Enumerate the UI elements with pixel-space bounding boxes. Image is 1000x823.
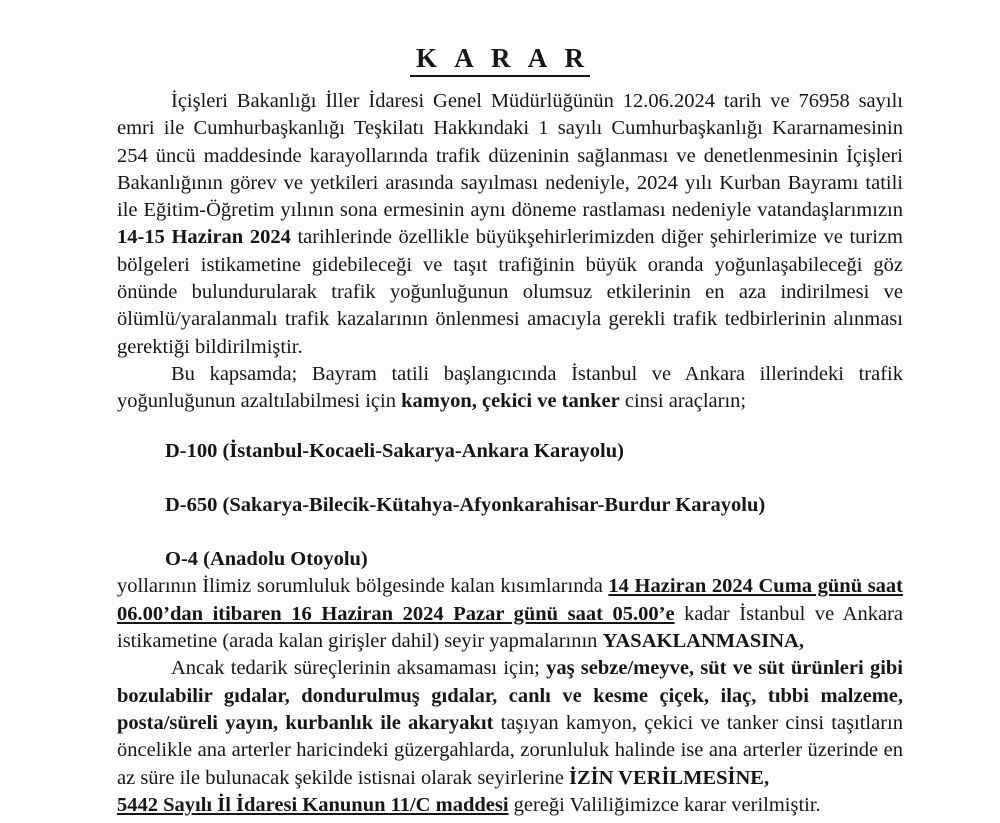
paragraph-4-segment-2: taşıyan kamyon, çekici ve tanker cinsi taşıtların öncelikle ana arterler haricindeki güzergahlarda, zorunluluk halinde ise ana arterler üzerinde en az süre ile bulunacak şekilde istisnai olarak seyirlerine: [117, 711, 903, 789]
paragraph-1-bold-date: 14-15 Haziran 2024: [117, 226, 291, 249]
paragraph-4: [117, 655, 903, 791]
page-title: K A R A R: [410, 44, 590, 77]
document-body: [117, 88, 903, 819]
paragraph-3-segment-2: kadar İstanbul ve Ankara istikametine (arada kalan girişler dahil) seyir yapmalarının: [117, 602, 904, 653]
paragraph-5-underlined-legal-basis: 5442 Sayılı İl İdaresi Kanunun 11/C maddesi: [117, 793, 509, 816]
title-container: [0, 0, 1000, 95]
paragraph-3: [117, 573, 903, 655]
paragraph-2-segment-1: Bu kapsamda; Bayram tatili başlangıcında İstanbul ve Ankara illerindeki trafik yoğunluğunun azaltılabilmesi için: [117, 362, 903, 413]
paragraph-2-bold-vehicles: kamyon, çekici ve tanker: [401, 390, 620, 413]
paragraph-5-segment-1: gereği Valiliğimizce karar verilmiştir.: [508, 793, 821, 816]
paragraph-1: [117, 88, 903, 361]
paragraph-1-segment-1: İçişleri Bakanlığı İller İdaresi Genel Müdürlüğünün 12.06.2024 tarih ve 76958 sayılı emri ile Cumhurbaşkanlığı Teşkilatı Hakkındaki 1 sayılı Cumhurbaşkanlığı Kararnamesinin 254 üncü maddesinde karayollarında trafik düzeninin sağlanması ve denetlenmesinin İçişleri Bakanlığının görev ve yetkileri arasında sayılması nedeniyle, 2024 yılı Kurban Bayramı tatili ile Eğitim-Öğretim yılının sona ermesinin aynı döneme rastlaması nedeniyle vatandaşlarımızın: [117, 90, 903, 222]
road-list: [117, 438, 903, 574]
paragraph-2: [117, 361, 903, 416]
paragraph-5: [117, 792, 903, 819]
paragraph-1-segment-2: tarihlerinde özellikle büyükşehirlerimizden diğer şehirlerimize ve turizm bölgeleri istikametine gidebileceği ve taşıt trafiğinin büyük oranda yoğunlaşabileceği göz önünde bulundurularak trafik yoğunluğunun olumsuz etkilerinin en aza indirilmesi ve ölümlü/yaralanmalı trafik kazalarının önlenmesi amacıyla gerekli trafik tedbirlerinin alınması gerektiği bildirilmiştir.: [117, 226, 903, 358]
list-item: D-650 (Sakarya-Bilecik-Kütahya-Afyonkarahisar-Burdur Karayolu): [165, 493, 766, 516]
paragraph-2-segment-2: cinsi araçların;: [619, 390, 747, 413]
paragraph-4-bold-permission: İZİN VERİLMESİNE,: [568, 766, 770, 789]
paragraph-4-segment-1: Ancak tedarik süreçlerinin aksamaması için;: [171, 657, 547, 680]
paragraph-4-bold-exempt-goods: yaş sebze/meyve, süt ve süt ürünleri gibi bozulabilir gıdalar, dondurulmuş gıdalar, canlı ve kesme çiçek, ilaç, tıbbi malzeme, posta/süreli yayın, kurbanlık ile akaryakıt: [117, 657, 903, 734]
paragraph-3-bold-prohibition: YASAKLANMASINA,: [602, 630, 804, 653]
paragraph-3-segment-1: yollarının İlimiz sorumluluk bölgesinde kalan kısımlarında: [117, 575, 609, 598]
paragraph-3-underlined-restriction-window: 14 Haziran 2024 Cuma günü saat 06.00’dan itibaren 16 Haziran 2024 Pazar günü saat 05.00’e: [117, 575, 904, 625]
list-item: D-100 (İstanbul-Kocaeli-Sakarya-Ankara Karayolu): [165, 439, 624, 462]
list-item: O-4 (Anadolu Otoyolu): [165, 548, 368, 571]
